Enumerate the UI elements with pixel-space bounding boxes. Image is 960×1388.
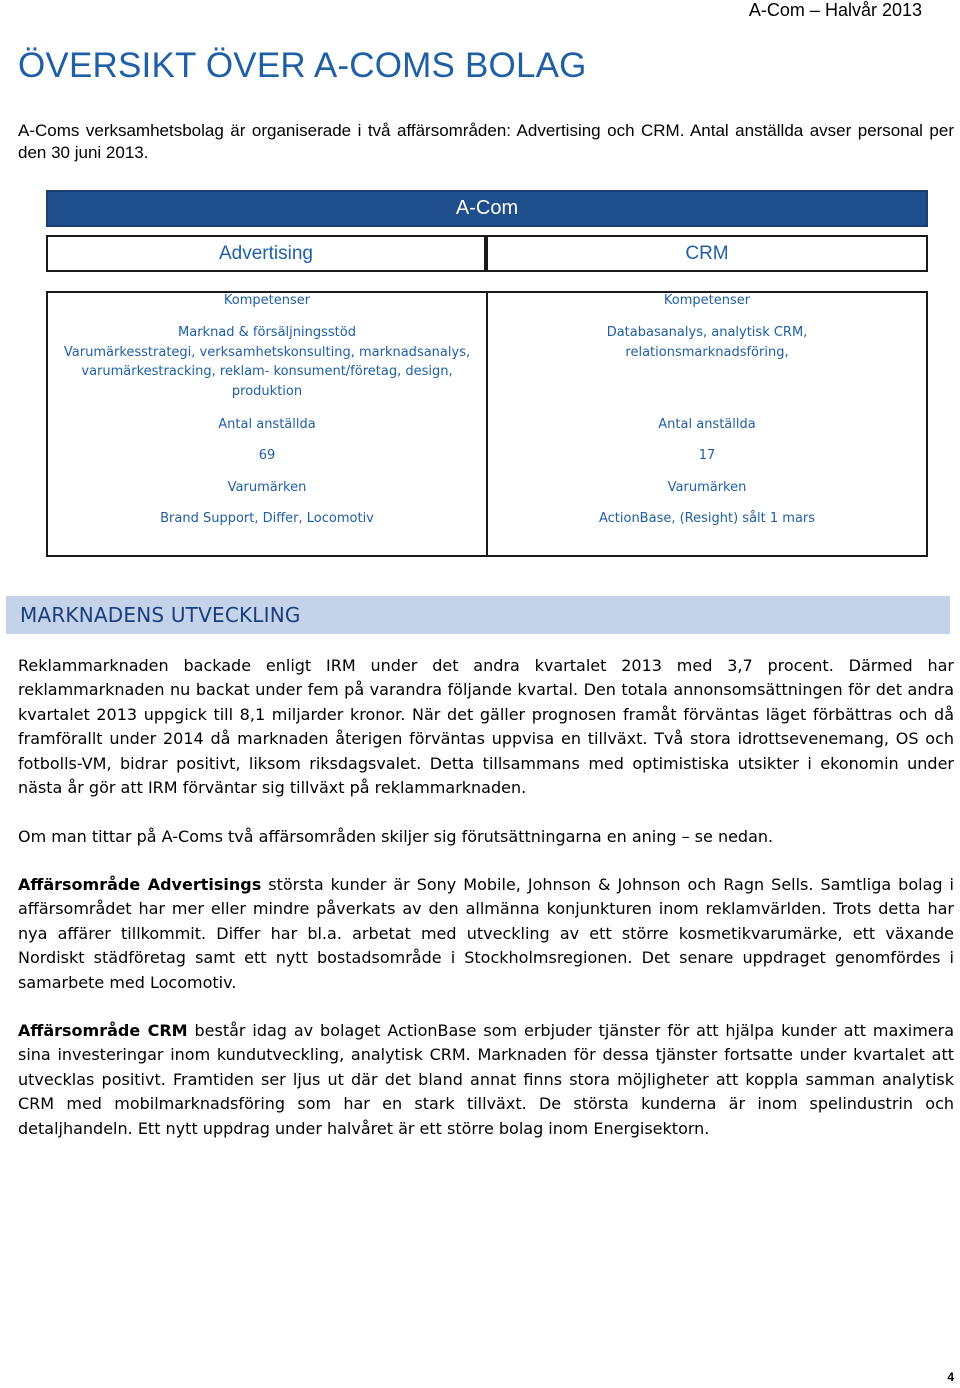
employees-label: Antal anställda [658,417,756,432]
page-title: ÖVERSIKT ÖVER A-COMS BOLAG [18,46,587,85]
competence-list [62,323,472,401]
division-header-advertising: Advertising [46,235,486,272]
brands-label: Varumärken [667,480,747,495]
intro-paragraph: A-Coms verksamhetsbolag är organiserade i två affärsområden: Advertising och CRM. Antal anställda avser personal per den 30 juni 2013. [18,121,954,162]
competence-line: produktion [231,383,303,399]
running-header: A-Com – Halvår 2013 [748,0,922,20]
org-chart-top-box: A-Com [46,190,928,227]
body-paragraph-advertising [18,873,954,995]
paragraph-text: består idag av bolaget ActionBase som erbjuder tjänster för att hjälpa kunder att maximera sina investeringar inom kundutveckling, analytisk CRM. Marknaden för dessa tjänster fortsatte under kvartalet att utvecklas positivt. Framtiden ser ljus ut där det bland annat finns stora möjligheter att koppla samman analytisk CRM med mobilmarknadsföring som har en stark tillväxt. De största kunderna är inom spelindustrin och detaljhandeln. Ett nytt uppdrag under halvåret är ett större bolag inom Energisektorn. [18,1021,955,1138]
competence-list [502,323,912,362]
section-title: MARKNADENS UTVECKLING [20,603,301,627]
body-paragraph-overview [18,825,954,849]
competence-line: Varumärkesstrategi, verksamhetskonsulting, marknadsanalys, [63,344,471,360]
division-header-crm: CRM [486,235,928,272]
brands-list: Brand Support, Differ, Locomotiv [160,511,374,526]
page-number: 4 [947,1370,954,1384]
org-chart [46,190,928,557]
competence-line: varumärkestracking, reklam- konsument/företag, design, [81,364,453,379]
employees-count: 69 [258,448,276,463]
competence-line: Marknad & försäljningsstöd [178,325,356,340]
org-chart-division-headers [46,235,928,277]
org-chart-details [46,291,928,557]
division-details-crm [488,293,926,555]
brands-list: ActionBase, (Resight) sålt 1 mars [598,511,816,526]
paragraph-text: Om man tittar på A-Coms två affärsområden skiljer sig förutsättningarna en aning – se nedan. [18,827,774,846]
paragraph-text: Reklammarknaden backade enligt IRM under det andra kvartalet 2013 med 3,7 procent. Därmed har reklammarknaden nu backat under fem på varandra följande kvartal. Den totala annonsomsättningen för det andra kvartalet 2013 uppgick till 8,1 miljarder kronor. När det gäller prognosen framåt förväntas läget förbättras och då framförallt under 2014 då marknaden återigen förväntas uppvisa en tillväxt. Två stora idrottsevenemang, OS och fotbolls-VM, bidrar positivt, liksom riksdagsvalet. Detta tillsammans med optimistiska utsikter i ekonomin under nästa år gör att IRM förväntar sig tillväxt på reklammarknaden. [18,656,954,798]
competence-label: Kompetenser [223,293,311,308]
competence-line: relationsmarknadsföring, [625,344,789,360]
competence-label: Kompetenser [663,293,751,308]
paragraph-lead: Affärsområde Advertisings [18,875,262,894]
employees-label: Antal anställda [218,417,316,432]
brands-label: Varumärken [227,480,307,495]
body-paragraph-crm [18,1019,954,1141]
employees-count: 17 [698,448,716,463]
paragraph-lead: Affärsområde CRM [18,1021,188,1040]
body-paragraph-market [18,654,954,800]
competence-line: Databasanalys, analytisk CRM, [606,325,808,340]
division-details-advertising [48,293,488,555]
section-header-bar [6,596,950,634]
paragraph-text: största kunder är Sony Mobile, Johnson & Johnson och Ragn Sells. Samtliga bolag i affärsområdet har mer eller mindre påverkats av den allmänna konjunkturen inom reklamvärlden. Trots detta har nya affärer tillkommit. Differ har bl.a. arbetat med utveckling av ett större kosmetikvarumärke, ett växande Nordiskt städföretag samt ett nytt bostadsområde i Stockholmsregionen. Det senare uppdraget genomfördes i samarbete med Locomotiv. [18,875,954,992]
